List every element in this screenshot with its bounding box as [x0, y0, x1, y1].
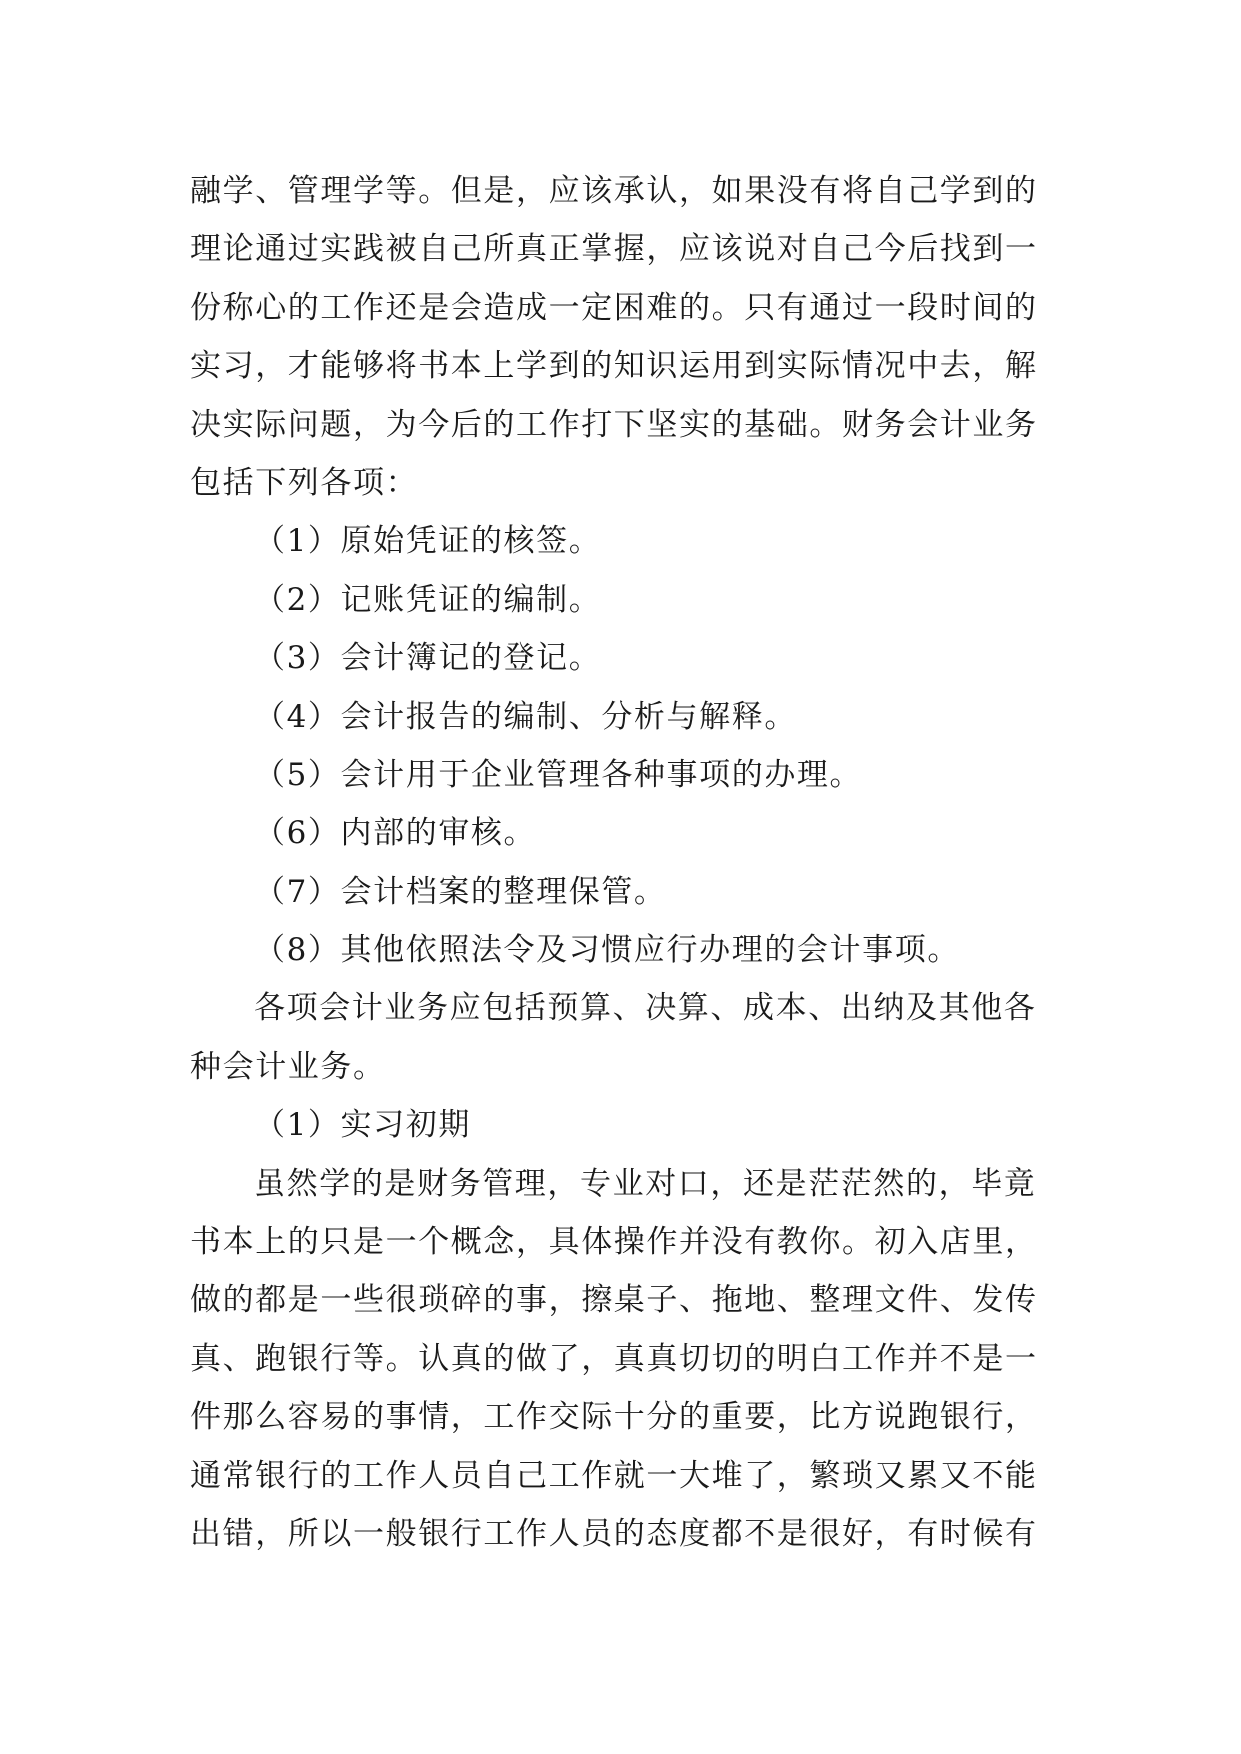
body-line: 出错，所以一般银行工作人员的态度都不是很好，有时候有 [190, 1515, 1038, 1552]
paragraph-first-line: 各项会计业务应包括预算、决算、成本、出纳及其他各 [254, 990, 1037, 1027]
body-line: 做的都是一些很琐碎的事，擦桌子、拖地、整理文件、发传 [190, 1282, 1038, 1319]
body-line: 决实际问题，为今后的工作打下坚实的基础。财务会计业务 [190, 406, 1038, 443]
list-item: （3）会计簿记的登记。 [254, 640, 602, 677]
list-item: （4）会计报告的编制、分析与解释。 [254, 698, 797, 735]
body-line: 理论通过实践被自己所真正掌握，应该说对自己今后找到一 [190, 231, 1038, 268]
paragraph-first-line: 虽然学的是财务管理，专业对口，还是茫茫然的，毕竟 [254, 1165, 1037, 1202]
list-item: （7）会计档案的整理保管。 [254, 873, 667, 910]
body-line: 真、跑银行等。认真的做了，真真切切的明白工作并不是一 [190, 1340, 1038, 1377]
body-line: 种会计业务。 [190, 1048, 386, 1085]
body-line: 通常银行的工作人员自己工作就一大堆了，繁琐又累又不能 [190, 1457, 1038, 1494]
list-item: （1）原始凭证的核签。 [254, 523, 602, 560]
body-line: 件那么容易的事情，工作交际十分的重要，比方说跑银行， [190, 1399, 1038, 1436]
list-item: （5）会计用于企业管理各种事项的办理。 [254, 756, 863, 793]
document-body [190, 162, 1070, 1563]
list-item: （6）内部的审核。 [254, 815, 537, 852]
body-line: 份称心的工作还是会造成一定困难的。只有通过一段时间的 [190, 289, 1038, 326]
body-line: 书本上的只是一个概念，具体操作并没有教你。初入店里， [190, 1224, 1038, 1261]
list-item: （8）其他依照法令及习惯应行办理的会计事项。 [254, 932, 960, 969]
body-line: 融学、管理学等。但是，应该承认，如果没有将自己学到的 [190, 173, 1038, 209]
body-line: 实习，才能够将书本上学到的知识运用到实际情况中去，解 [190, 348, 1038, 385]
body-line: 包括下列各项： [190, 464, 419, 501]
list-item: （2）记账凭证的编制。 [254, 581, 602, 618]
section-heading: （1）实习初期 [254, 1107, 471, 1144]
